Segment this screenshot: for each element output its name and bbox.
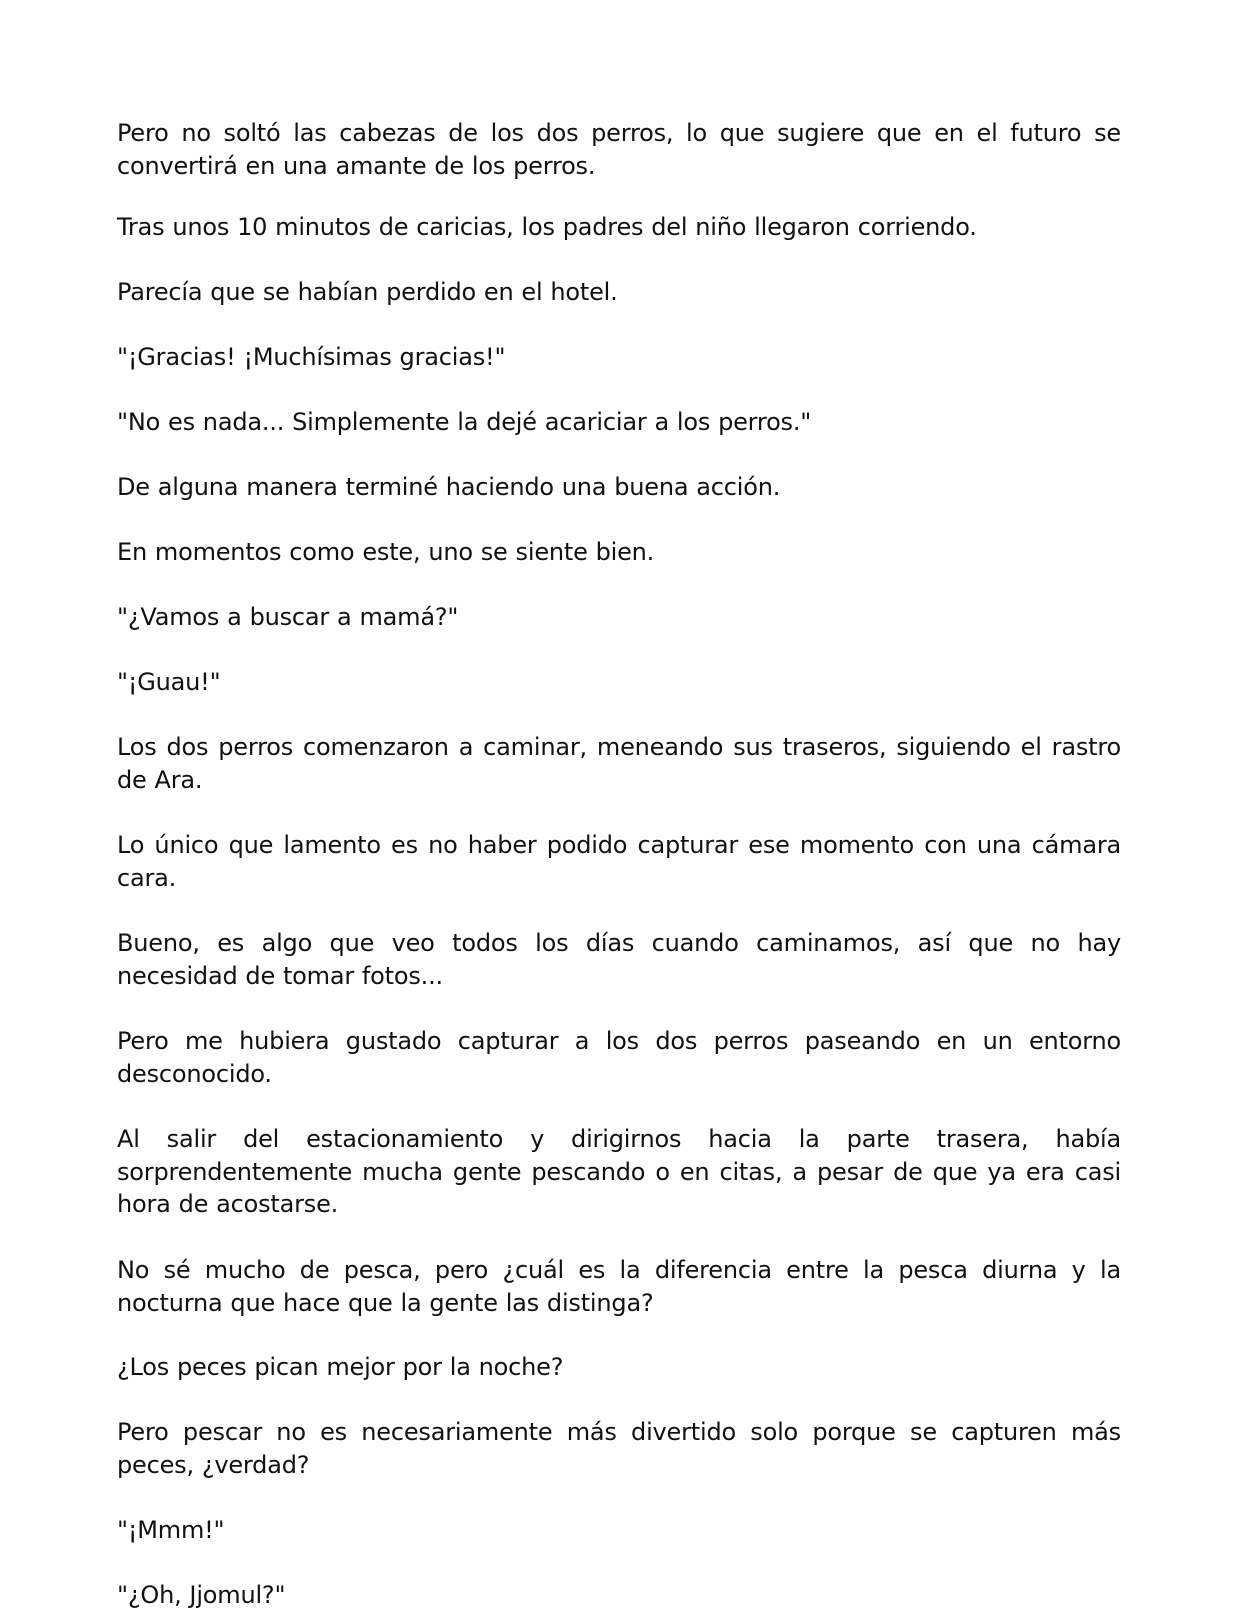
paragraph: En momentos como este, uno se siente bien. [117,538,655,566]
paragraph: Tras unos 10 minutos de caricias, los padres del niño llegaron corriendo. [117,213,977,241]
paragraph: "¡Guau!" [117,668,221,696]
paragraph: Bueno, es algo que veo todos los días cuando caminamos, así que no hay necesidad de tomar fotos... [117,929,1121,990]
paragraph: "¿Vamos a buscar a mamá?" [117,603,459,631]
paragraph: Parecía que se habían perdido en el hotel. [117,278,618,306]
paragraph: ¿Los peces pican mejor por la noche? [117,1353,564,1381]
paragraph: Pero no soltó las cabezas de los dos perros, lo que sugiere que en el futuro se convertirá en una amante de los perros. [117,119,1121,180]
paragraph: "¡Gracias! ¡Muchísimas gracias!" [117,343,506,371]
paragraph: Pero me hubiera gustado capturar a los dos perros paseando en un entorno desconocido. [117,1027,1121,1088]
paragraph: Pero pescar no es necesariamente más divertido solo porque se capturen más peces, ¿verdad? [117,1418,1121,1479]
paragraph: Lo único que lamento es no haber podido capturar ese momento con una cámara cara. [117,831,1121,892]
paragraph: Al salir del estacionamiento y dirigirnos hacia la parte trasera, había sorprendentemente mucha gente pescando o en citas, a pesar de que ya era casi hora de acostarse. [117,1125,1121,1218]
paragraph: "¡Mmm!" [117,1516,225,1544]
paragraph: "No es nada... Simplemente la dejé acariciar a los perros." [117,408,812,436]
paragraph: No sé mucho de pesca, pero ¿cuál es la diferencia entre la pesca diurna y la nocturna que hace que la gente las distinga? [117,1256,1121,1317]
paragraph: De alguna manera terminé haciendo una buena acción. [117,473,781,501]
paragraph: "¿Oh, Jjomul?" [117,1581,286,1609]
paragraph: Los dos perros comenzaron a caminar, meneando sus traseros, siguiendo el rastro de Ara. [117,733,1121,794]
